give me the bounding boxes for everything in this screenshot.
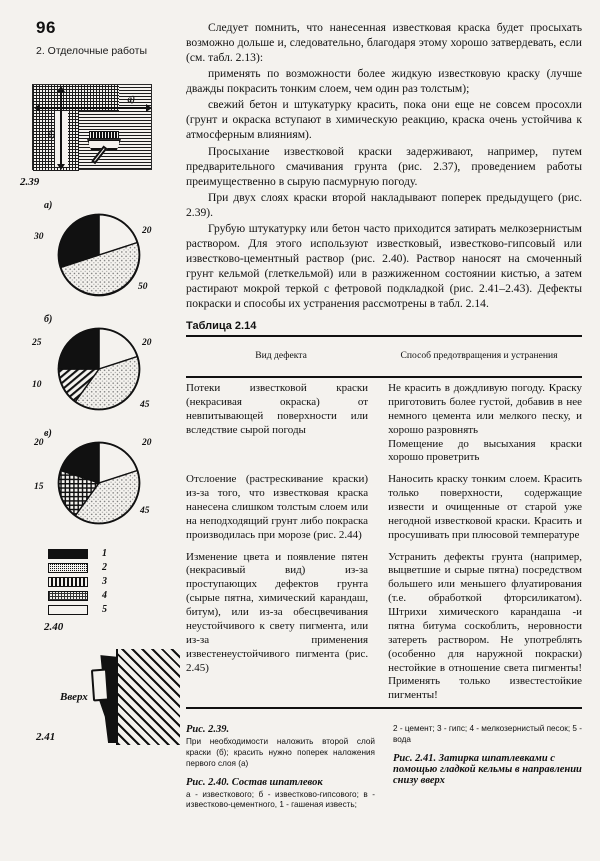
- defect-cell-2: Отслоение (растрескивание краски) из-за того, что известковая краска нанесена слишком толстым слоем или на неподходящий грунт либо покраска производилась при морозе (рис. 2.44): [186, 473, 369, 541]
- pie-b-value-45: 45: [140, 400, 150, 411]
- legend-label-2: 2: [102, 562, 107, 574]
- pie-c-value-20-black: 20: [34, 438, 44, 449]
- figure-2-41-number: 2.41: [36, 731, 56, 744]
- table-header-remedy: Способ предотвращения и устранения: [400, 350, 558, 362]
- pie-c-graphic: [56, 440, 142, 526]
- defect-cell-1: Потеки известковой краски (некрасивая окраска) от невпитывающей поверхности или вследствие сырой погоды: [186, 382, 369, 436]
- figure-2-39-label-b: б): [48, 129, 56, 140]
- legend-item-3: [48, 576, 170, 587]
- figure-2-40-number: 2.40: [44, 621, 64, 634]
- legend-label-3: 3: [102, 576, 107, 588]
- caption-2-40-body: а - известкового; б - известково-гипсового; в - известково-цементного, 1 - гашеная известь;: [186, 789, 375, 810]
- pie-a-value-50: 50: [138, 282, 148, 293]
- table-title: Таблица 2.14: [186, 320, 257, 333]
- legend-label-1: 1: [102, 548, 107, 560]
- pie-c-letter: в): [44, 428, 52, 440]
- legend-label-4: 4: [102, 590, 107, 602]
- paint-brush-icon: [87, 131, 121, 151]
- horizontal-arrow-icon: [39, 107, 147, 109]
- left-column: [18, 18, 170, 759]
- pie-a-value-30: 30: [34, 232, 44, 243]
- main-text-column: [186, 20, 582, 818]
- remedy-cell-1-part-1: Не красить в дождливую погоду. Краску приготовить более густой, добавив в нее немного цемента или мелкого песку, и хорошо разровнять: [388, 382, 582, 436]
- page-number: 96: [36, 18, 56, 37]
- legend-swatch-2-icon: [48, 563, 88, 573]
- wall-hatching: [116, 649, 180, 745]
- figure-2-39-number: 2.39: [20, 176, 40, 189]
- legend-item-1: [48, 548, 170, 559]
- figure-2-39-label-a: а): [127, 94, 135, 105]
- legend-item-2: [48, 562, 170, 573]
- figure-2-39-illustration: [32, 84, 152, 170]
- legend-swatch-3-icon: [48, 577, 88, 587]
- figure-2-41-direction-label: Вверх: [60, 691, 88, 704]
- legend-swatch-4-icon: [48, 591, 88, 601]
- paragraph-4: Просыхание известковой краски задерживают, например, путем предварительного смачивания грунта (рис. 2.37), проведением работы преимущественно в сырую пасмурную погоду.: [186, 144, 582, 188]
- pie-a-value-20: 20: [142, 226, 152, 237]
- pie-chart-c: [18, 430, 170, 538]
- legend-label-5: 5: [102, 604, 107, 616]
- caption-2-40-title: Рис. 2.40. Состав шпатлевок: [186, 776, 323, 788]
- remedy-cell-3: Устранить дефекты грунта (например, выцветшие и сырые пятна) посредством большего или меньшего флуатирования (т.е. обработкой фторсиликатом). Штрихи химического карандаша -и пятна битума соскоблить, неровности затереть раствором. Не употреблять (особенно для наружной покраски) нестойкие в отношение света пигменты! Применять только известестойкие пигменты!: [388, 550, 582, 702]
- pie-c-value-20-white: 20: [142, 438, 152, 449]
- figure-2-40-legend: [48, 548, 170, 615]
- table-header-row: [186, 345, 582, 368]
- pie-c-value-45: 45: [140, 506, 150, 517]
- pie-chart-a: [18, 202, 170, 310]
- legend-item-4: [48, 590, 170, 601]
- trowel-icon: [91, 669, 109, 702]
- paragraph-3: свежий бетон и штукатурку красить, пока они еще не совсем просохли (грунт и окраска вступают в химическую реакцию, краска очень устойчива к атмосферным влияниям).: [186, 98, 582, 142]
- pie-b-value-10: 10: [32, 380, 42, 391]
- pie-c-value-15: 15: [34, 482, 44, 493]
- caption-2-40-body-continued: 2 - цемент; 3 - гипс; 4 - мелкозернистый песок; 5 - вода: [393, 724, 582, 744]
- legend-item-5: [48, 604, 170, 615]
- vertical-arrow-icon: [60, 91, 62, 165]
- paragraph-5: При двух слоях краски второй накладывают поперек предыдущего (рис. 2.39).: [186, 190, 582, 219]
- table-row: [186, 469, 582, 546]
- pie-b-letter: б): [44, 314, 53, 326]
- figure-2-40-charts: [18, 202, 170, 633]
- caption-column-right: [393, 724, 582, 818]
- paragraph-6: Грубую штукатурку или бетон часто приходится затирать мелкозернистым раствором. Для этого используют известковый, известково-гипсовый или известково-цементный раствор (рис. 2.40). Раствор наносят на смоченный грунт кельмой (глеткельмой) или в разжиженном состоянии кистью, а затем растирают мокрой теркой с фетровой подкладкой (рис. 2.41–2.43). Дефекты покраски и способы их устранения рассмотрены в табл. 2.14.: [186, 221, 582, 311]
- chapter-heading: 2. Отделочные работы: [36, 45, 148, 57]
- pie-a-letter: а): [44, 200, 53, 212]
- remedy-cell-2: Наносить краску тонким слоем. Красить только поверхности, содержащие извести и очищенные от старой уже негодной известковой краски. Красить и просушивать при плюсовой температуре: [388, 473, 582, 541]
- remedy-cell-1: [376, 377, 582, 469]
- table-row: [186, 547, 582, 708]
- paragraph-2: применять по возможности более жидкую известковую краску (лучше дважды покрасить тонким слоем, чем один раз толстым);: [186, 67, 582, 96]
- defect-cell-3: Изменение цвета и появление пятен (некрасивый вид) из-за проступающих дефектов грунта (сырые пятна, химический карандаш, битум), или из-за обесцвечивания неустойчивого к свету пигмента, или из-за применения известенеустойчивого пигмента (рис. 2.45): [186, 550, 369, 674]
- caption-2-41-title: Рис. 2.41. Затирка шпатлевками с помощью гладкой кельмы в направлении снизу вверх: [393, 752, 582, 786]
- figure-2-41-illustration: [18, 649, 170, 759]
- pie-b-value-20: 20: [142, 338, 152, 349]
- pie-b-graphic: [56, 326, 142, 412]
- legend-swatch-5-icon: [48, 605, 88, 615]
- pie-a-graphic: [56, 212, 142, 298]
- caption-column-left: [186, 724, 375, 818]
- table-row: [186, 377, 582, 469]
- remedy-cell-1-part-2: Помещение до высыхания краски хорошо проветрить: [388, 437, 582, 464]
- pie-b-value-25: 25: [32, 338, 42, 349]
- defects-table: [186, 335, 582, 717]
- table-header-defect: Вид дефекта: [255, 350, 307, 362]
- figure-captions: [186, 724, 582, 818]
- caption-2-39-body: При необходимости наложить второй слой краски (б); красить нужно поперек наложения первого слоя (а): [186, 737, 375, 768]
- legend-swatch-1-icon: [48, 549, 88, 559]
- paragraph-1: Следует помнить, что нанесенная известковая краска будет просыхать возможно дольше и, следовательно, благодаря этому хорошо затвердевать, если (см. табл. 2.13):: [186, 21, 582, 65]
- pie-chart-b: [18, 316, 170, 424]
- caption-2-39-title: Рис. 2.39.: [186, 724, 230, 736]
